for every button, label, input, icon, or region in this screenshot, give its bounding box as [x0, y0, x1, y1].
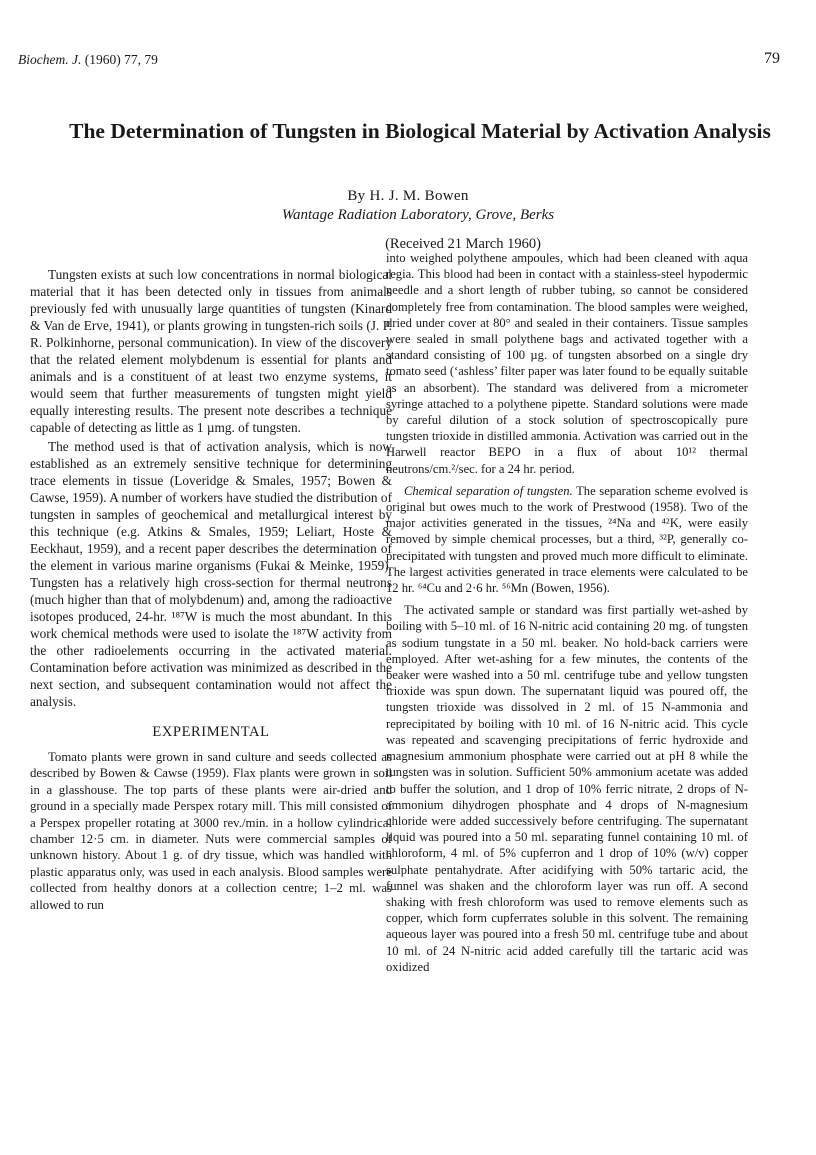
author-affiliation: Wantage Radiation Laboratory, Grove, Berks: [281, 207, 555, 223]
volume-reference: (1960) 77, 79: [84, 52, 158, 67]
chemical-separation-text: The separation scheme evolved is original but owes much to the work of Prestwood (1958). Two of the major activities generated in the tissues, ²⁴Na and ⁴²K, were easily removed by simple chemical processes, but a third, ³²P, generally co-precipitated with tungsten and proved much more difficult to eliminate. The largest activities generated in trace elements were calculated to be 12 hr. ⁶⁴Cu and 2·6 hr. ⁵⁶Mn (Bowen, 1956).: [386, 483, 748, 596]
author-byline: By H. J. M. Bowen: [347, 188, 469, 204]
continued-paragraph: into weighed polythene ampoules, which had been cleaned with aqua regia. This blood had been in contact with a stainless-steel hypodermic needle and a short length of rubber tubing, so cannot be considered completely free from contamination. The blood samples were weighed, dried under cover at 80° and sealed in their containers. Tissue samples were sealed in small polythene bags and activated together with a standard consisting of 100 µg. of tungsten absorbed on a single dry tomato seed (‘ashless’ filter paper was later found to be equally suitable as an absorbent). The standard was delivered from a micrometer syringe attached to a polythene pipette. Standard solutions were made by careful dilution of a stock solution of spectroscopically pure tungsten trioxide in distilled ammonia. Activation was carried out in the Harwell reactor BEPO in a flux of about 10¹² thermal neutrons/cm.²/sec. for a 24 hr. period.: [386, 251, 748, 476]
received-date: (Received 21 March 1960): [385, 236, 541, 252]
running-header: [18, 52, 158, 68]
section-heading-experimental: EXPERIMENTAL: [152, 724, 270, 740]
right-column: [386, 250, 748, 975]
experimental-paragraph-1: Tomato plants were grown in sand culture and seeds collected as described by Bowen & Cawse (1959). Flax plants were grown in soil in a glasshouse. The top parts of these plants were air-dried and ground in a specially made Perspex rotary mill. This mill consisted of a Perspex propeller rotating at 3000 rev./min. in a hollow cylindrical chamber 12·5 cm. in diameter. Nuts were commercial samples of unknown history. About 1 g. of dry tissue, which was handled with plastic apparatus only, was used in each analysis. Blood samples were collected from healthy donors at a collection centre; 1–2 ml. was allowed to run: [30, 750, 392, 912]
chemical-separation-heading: Chemical separation of tungsten.: [404, 483, 573, 498]
journal-name: Biochem. J.: [18, 52, 82, 67]
intro-paragraph-1: Tungsten exists at such low concentrations in normal biological material that it has been detected only in tissues from animals previously fed with unusually large quantities of tungsten (Kinard & Van de Erve, 1941), or plants growing in tungsten-rich soils (J. P. R. Polkinhorne, personal communication). In view of the discovery that the related element molybdenum is essential for plants and animals and is a constituent of at least two enzyme systems, it would seem that further measurements of tungsten might yield equally interesting results. The present note describes a technique capable of detecting as little as 1 µmg. of tungsten.: [30, 267, 392, 435]
article-title: The Determination of Tungsten in Biological Material by Activation Analysis: [69, 119, 771, 143]
intro-paragraph-2: The method used is that of activation analysis, which is now established as an extremely sensitive technique for determining trace elements in tissue (Loveridge & Smales, 1957; Bowen & Cawse, 1959). A number of workers have studied the distribution of tungsten in samples of geochemical and metallurgical interest by this technique (e.g. Atkins & Smales, 1959; Leliart, Hoste & Eeckhaut, 1959), and a recent paper describes the determination of the element in various marine organisms (Fukai & Meinke, 1959). Tungsten has a relatively high cross-section for thermal neutrons (much higher than that of molybdenum) and, among the radioactive isotopes produced, 24-hr. ¹⁸⁷W is much the most abundant. In this work chemical methods were used to isolate the ¹⁸⁷W activity from the other radioelements occurring in the activated material. Contamination before activation was minimized as described in the next section, and subsequent contamination would not affect the analysis.: [30, 439, 392, 709]
chemical-separation-paragraph: [386, 483, 748, 596]
left-column: [30, 266, 392, 913]
page-number: 79: [764, 50, 780, 67]
procedure-paragraph: The activated sample or standard was first partially wet-ashed by boiling with 5–10 ml. of 16 N-nitric acid containing 20 mg. of tungsten as sodium tungstate in a 50 ml. beaker. No hold-back carriers were employed. After wet-ashing for a few minutes, the contents of the beaker were washed into a 50 ml. centrifuge tube and yellow tungsten trioxide was spun down. The supernatant liquid was poured off, the tungsten trioxide was dissolved in 2 ml. of 15 N-ammonia and reprecipitated by boiling with 10 ml. of 16 N-nitric acid. This cycle was repeated and scavenging precipitations of ferric hydroxide and magnesium ammonium phosphate were carried out at pH 8 while the tungsten was in solution. Sufficient 50% ammonium acetate was added to buffer the solution, and 1 drop of 10% ferric nitrate, 2 drops of N-ammonium dihydrogen phosphate and 4 drops of N-magnesium chloride were added successively before centrifuging. The supernatant liquid was poured into a 50 ml. separating funnel containing 10 ml. of chloroform, 4 ml. of 5% cupferron and 1 drop of 10% (w/v) copper sulphate pentahydrate. After acidifying with 50% tartaric acid, the funnel was shaken and the chloroform layer was run off. A second shaking with fresh chloroform was used to remove elements such as copper, which form cupferrates soluble in this solvent. The remaining aqueous layer was poured into a fresh 50 ml. centrifuge tube and about 10 ml. of 24 N-nitric acid added carefully till the tartaric acid was oxidized: [386, 603, 748, 974]
